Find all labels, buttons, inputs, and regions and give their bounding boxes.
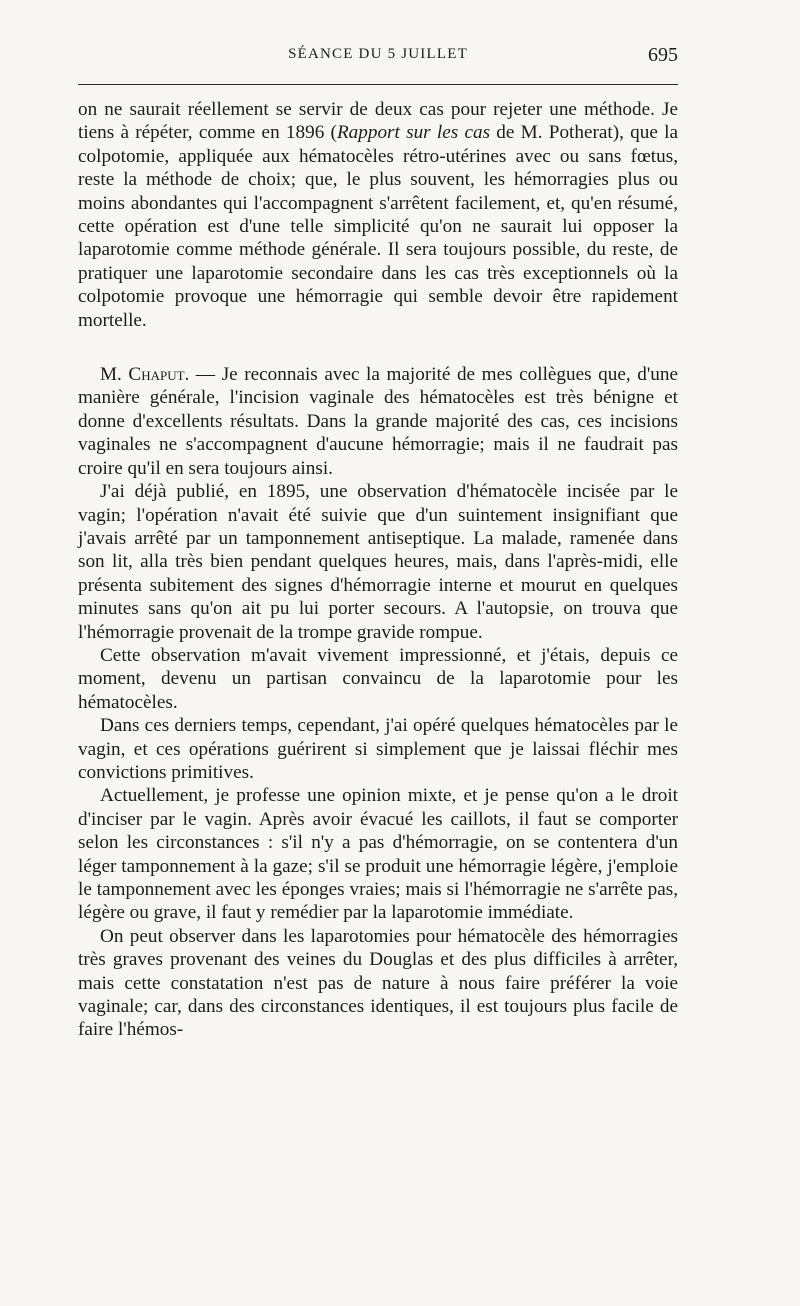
page-number: 695 xyxy=(648,44,678,66)
paragraph-text: de M. Potherat), que la colpotomie, appliquée aux hématocèles rétro-utérines avec ou sans fœtus, reste la méthode de choix; que, le plus souvent, les hémorragies plus ou moins abondantes qui l'accompagnent s'arrêtent facilement, et, qu'en résumé, cette opération est d'une telle simplicité qu'on ne saurait lui opposer la laparotomie comme méthode générale. Il sera toujours possible, du reste, de pratiquer une laparotomie secondaire dans les cas très exceptionnels où la colpotomie provoque une hémorragie qui semble devoir être rapidement mortelle. xyxy=(78,122,678,331)
speaker-name: M. Chaput. xyxy=(100,364,190,386)
body-text xyxy=(78,98,678,1042)
running-head: SÉANCE DU 5 JUILLET xyxy=(288,46,468,62)
paragraph xyxy=(78,363,678,480)
page-header xyxy=(78,44,678,74)
header-rule xyxy=(78,84,678,85)
paragraph xyxy=(78,98,678,332)
paragraph: Dans ces derniers temps, cependant, j'ai opéré quelques hématocèles par le vagin, et ces opérations guérirent si simplement que je laissai fléchir mes convictions primitives. xyxy=(78,715,678,783)
paragraph: Actuellement, je professe une opinion mixte, et je pense qu'on a le droit d'inciser par le vagin. Après avoir évacué les caillots, il faut se comporter selon les circonstances : s'il n'y a pas d'hémorragie, on se contentera d'un léger tamponnement à la gaze; s'il se produit une hémorragie légère, j'emploie le tamponnement avec les éponges vraies; mais si l'hémorragie ne s'arrête pas, légère ou grave, il faut y remédier par la laparotomie immédiate. xyxy=(78,785,678,924)
paragraph: On peut observer dans les laparotomies pour hématocèle des hémorragies très graves provenant des veines du Douglas et des plus difficiles à arrêter, mais cette constatation n'est pas de nature à nous faire préférer la voie vaginale; car, dans des circonstances identiques, il est toujours plus facile de faire l'hémos- xyxy=(78,925,678,1041)
paragraph: Cette observation m'avait vivement impressionné, et j'étais, depuis ce moment, devenu un partisan convaincu de la laparotomie pour les hématocèles. xyxy=(78,644,678,713)
italic-title: Rapport sur les cas xyxy=(336,122,491,144)
paragraph-text: on ne saurait réellement se servir de deux cas pour rejeter une méthode. Je tiens à répéter, comme en 1896 ( xyxy=(78,99,678,144)
paragraph-text: — Je reconnais avec la majorité de mes collègues que, d'une manière générale, l'incision vaginale des hématocèles est très bénigne et donne d'excellents résultats. Dans la grande majorité des cas, ces incisions vaginales ne s'accompagnent d'aucune hémorragie; mais il ne faudrait pas croire qu'il en sera toujours ainsi. xyxy=(78,364,678,479)
paragraph: J'ai déjà publié, en 1895, une observation d'hématocèle incisée par le vagin; l'opération n'avait été suivie que d'un suintement insignifiant que j'avais arrêté par un tamponnement antiseptique. La malade, ramenée dans son lit, alla très bien pendant quelques heures, mais, dans l'après-midi, elle présenta subitement des signes d'hémorragie interne et mourut en quelques minutes sans qu'on ait pu lui porter secours. A l'autopsie, on trouva que l'hémorragie provenait de la trompe gravide rompue. xyxy=(78,481,678,643)
